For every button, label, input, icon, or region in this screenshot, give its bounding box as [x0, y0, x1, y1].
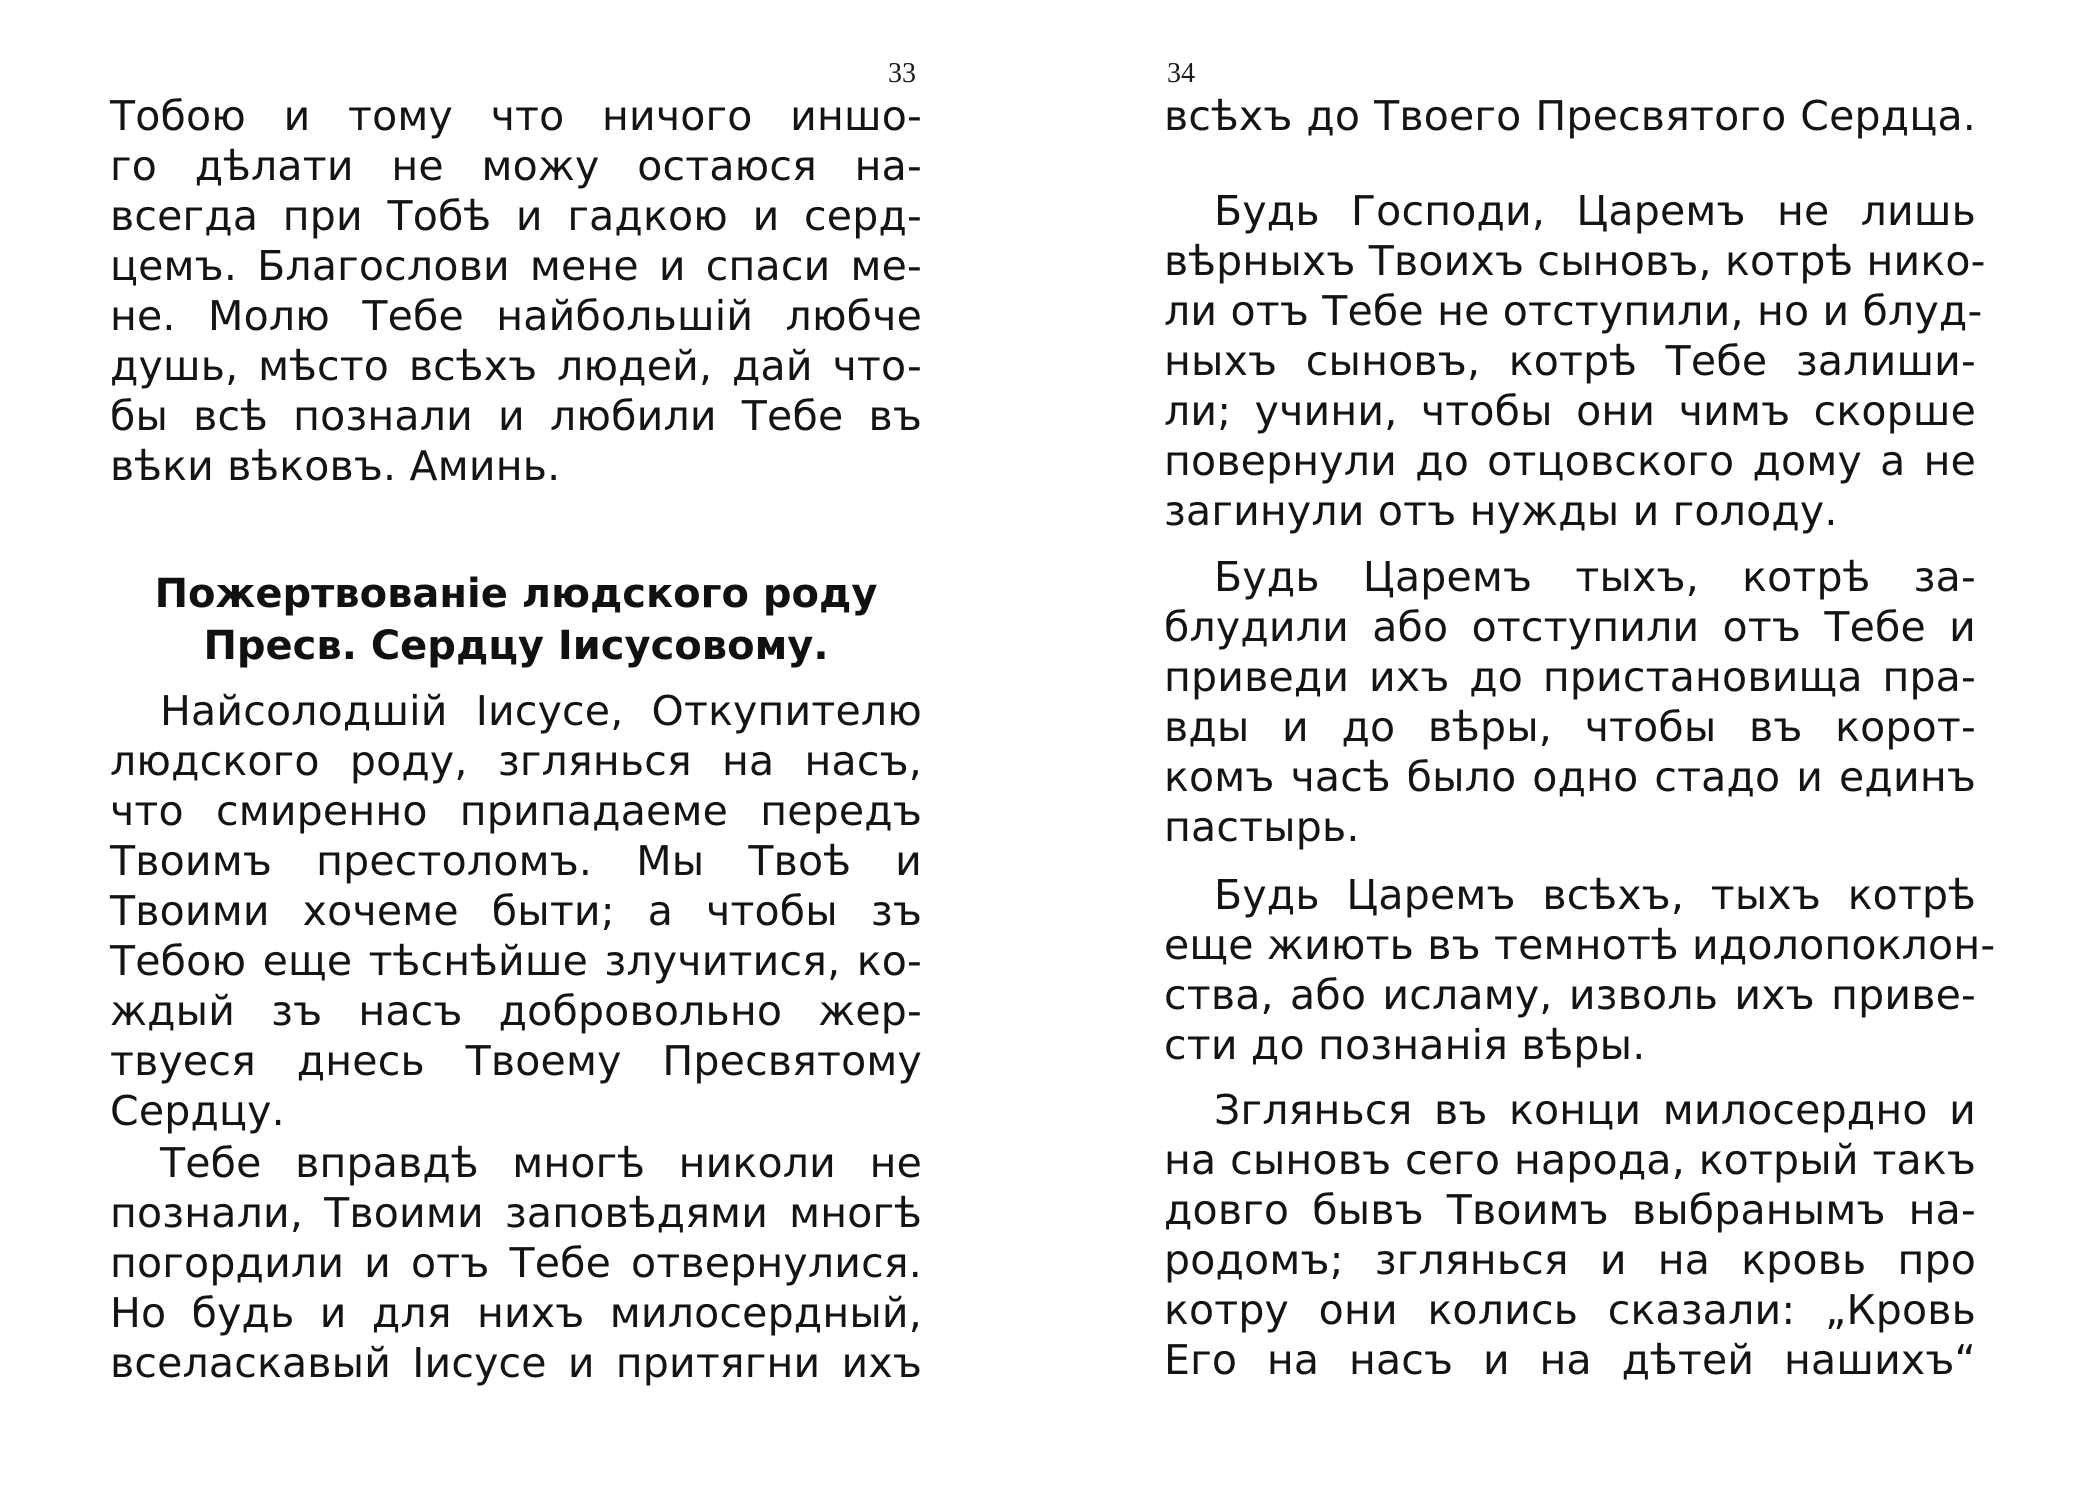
text-line: приведи ихъ до пристановища пра-	[1164, 653, 1976, 701]
text-line: всегда при Тобѣ и гадкою и серд-	[110, 192, 922, 240]
text-line: что смиренно припадаеме передъ	[110, 787, 922, 835]
text-line: ли отъ Тебе не отступили, но и блуд-	[1164, 287, 1983, 335]
text-line: котру они колись сказали: „Кровь	[1164, 1286, 1976, 1334]
text-line: вселаскавый Іисусе и притягни ихъ	[110, 1339, 922, 1387]
text-line: Тебою еще тѣснѣйше злучитися, ко-	[110, 937, 922, 985]
text-line: го дѣлати не можу остаюся на-	[110, 142, 922, 190]
heading-line: Пожертвованіе людского роду	[154, 571, 878, 617]
text-line: ли; учини, чтобы они чимъ скорше	[1164, 387, 1976, 435]
text-line: Зглянься въ конци милосердно и	[1214, 1086, 1976, 1134]
text-line: Но будь и для нихъ милосердный,	[110, 1289, 922, 1337]
paragraph	[1164, 870, 1996, 1070]
right-page	[1039, 0, 2078, 1500]
text-line: Будь Царемъ тыхъ, котрѣ за-	[1214, 553, 1976, 601]
text-line: на сыновъ сего народа, котрый такъ	[1164, 1136, 1976, 1184]
text-line: Твоими хочеме быти; а чтобы зъ	[110, 887, 922, 935]
text-line: довго бывъ Твоимъ выбранымъ на-	[1164, 1186, 1976, 1234]
text-line: вѣки вѣковъ. Аминь.	[110, 442, 561, 490]
paragraph	[1164, 186, 1986, 536]
paragraph	[1164, 91, 1976, 141]
text-line: загинули отъ нужды и голоду.	[1164, 487, 1838, 535]
text-line: Твоимъ престоломъ. Мы Твоѣ и	[110, 837, 922, 885]
text-line: родомъ; зглянься и на кровь про	[1164, 1236, 1976, 1284]
text-line: Тебе вправдѣ многѣ николи не	[160, 1139, 922, 1187]
text-line: ства, або исламу, изволь ихъ приве-	[1164, 971, 1976, 1019]
text-line: людского роду, зглянься на насъ,	[110, 737, 922, 785]
text-line: не. Молю Тебе найбольшій любче	[110, 292, 922, 340]
text-line: Сердцу.	[110, 1087, 285, 1135]
text-line: Тобою и тому что ничого иншо-	[110, 92, 922, 140]
text-line: блудили або отступили отъ Тебе и	[1164, 603, 1976, 651]
text-line: вды и до вѣры, чтобы въ корот-	[1164, 703, 1976, 751]
paragraph	[110, 686, 922, 1136]
text-line: комъ часѣ было одно стадо и единъ	[1164, 753, 1976, 801]
text-line: Будь Господи, Царемъ не лишь	[1214, 187, 1976, 235]
paragraph	[1164, 1085, 1976, 1385]
text-line: погордили и отъ Тебе отвернулися.	[110, 1239, 922, 1287]
text-line: вѣрныхъ Твоихъ сыновъ, котрѣ нико-	[1164, 237, 1986, 285]
paragraph	[110, 91, 922, 491]
text-line: Его на насъ и на дѣтей нашихъ“	[1164, 1336, 1976, 1384]
text-line: познали, Твоими заповѣдями многѣ	[110, 1189, 922, 1237]
text-line: ныхъ сыновъ, котрѣ Тебе залиши-	[1164, 337, 1976, 385]
page-number: 34	[1167, 58, 1195, 89]
text-line: твуеся днесь Твоему Пресвятому	[110, 1037, 922, 1085]
text-line: всѣхъ до Твоего Пресвятого Сердца.	[1164, 92, 1976, 140]
section-heading	[110, 568, 922, 672]
text-line: бы всѣ познали и любили Тебе въ	[110, 392, 922, 440]
text-line: повернули до отцовского дому а не	[1164, 437, 1976, 485]
heading-line: Пресв. Сердцу Іисусовому.	[203, 623, 829, 669]
text-line: цемъ. Благослови мене и спаси ме-	[110, 242, 922, 290]
paragraph	[1164, 552, 1976, 852]
text-line: душь, мѣсто всѣхъ людей, дай чтo-	[110, 342, 922, 390]
text-line: еще жиють въ темнотѣ идолопоклон-	[1164, 921, 1996, 969]
page-number: 33	[888, 58, 916, 89]
text-line: ждый зъ насъ добровольно жер-	[110, 987, 922, 1035]
text-line: сти до познанія вѣры.	[1164, 1021, 1646, 1069]
text-line: Будь Царемъ всѣхъ, тыхъ котрѣ	[1214, 871, 1976, 919]
paragraph	[110, 1138, 922, 1388]
text-line: пастырь.	[1164, 803, 1360, 851]
text-line: Найсолодшій Іисусе, Откупителю	[160, 687, 922, 735]
